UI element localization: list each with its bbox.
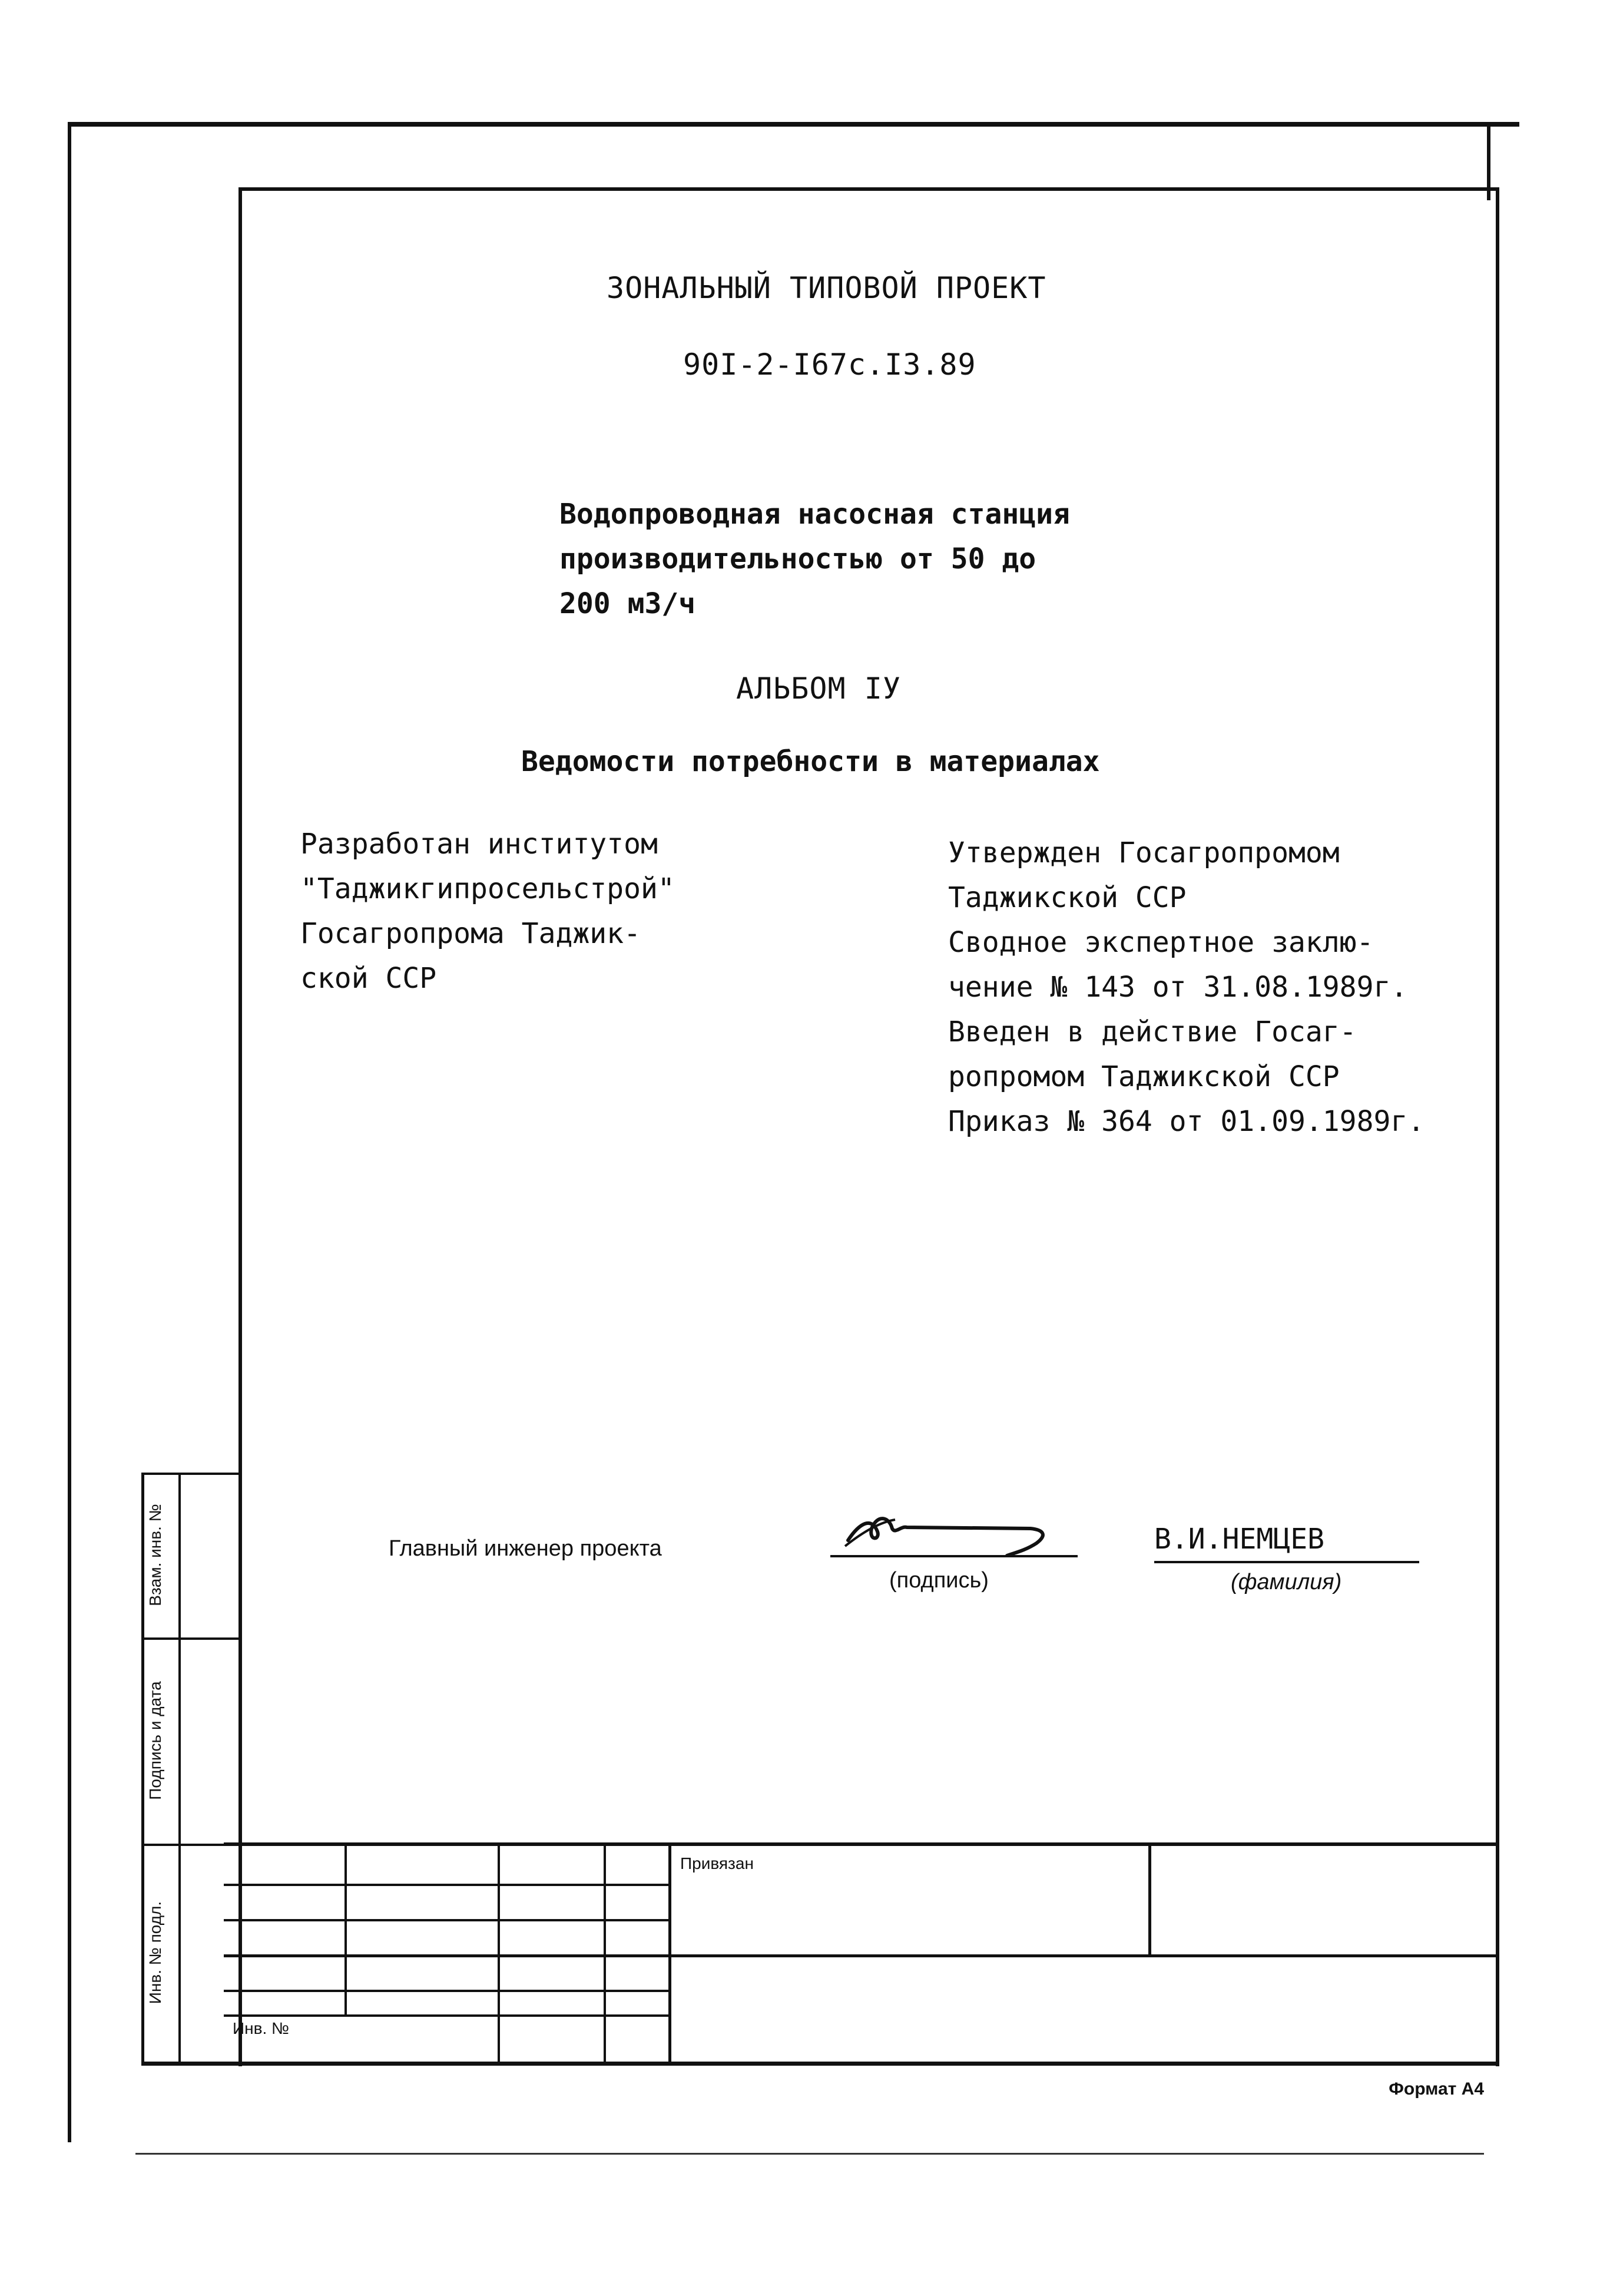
project-title-line-2: производительностью от 50 до	[559, 542, 1036, 575]
stamp-col-4	[668, 1844, 671, 2065]
stamp-col-5	[1148, 1844, 1151, 1956]
approval-line-6: ропромом Таджикской ССР	[948, 1060, 1340, 1093]
outer-left-border	[68, 122, 71, 2142]
name-caption: (фамилия)	[1231, 1570, 1342, 1594]
strip-left	[141, 1473, 144, 2065]
engineer-name: В.И.НЕМЦЕВ	[1154, 1523, 1324, 1556]
frame-left	[238, 187, 242, 2066]
side-label-podpis: Подпись и дата	[146, 1681, 164, 1800]
project-title-line-1: Водопроводная насосная станция	[559, 498, 1070, 531]
developer-block	[300, 822, 801, 1001]
format-label: Формат А4	[1389, 2079, 1484, 2099]
stamp-privyazan: Привязан	[680, 1854, 754, 1872]
signature-caption: (подпись)	[889, 1568, 989, 1593]
approval-line-2: Таджикской ССР	[948, 881, 1187, 914]
developer-line-4: ской ССР	[300, 962, 437, 995]
stamp-col-3	[604, 1844, 606, 2062]
strip-top	[141, 1473, 241, 1475]
header-line-2: 90I-2-I67c.I3.89	[683, 348, 976, 382]
approval-line-1: Утвержден Госагропромом	[948, 836, 1340, 869]
strip-sep-1	[141, 1637, 241, 1640]
project-title	[559, 492, 1266, 626]
approval-line-4: чение № 143 от 31.08.1989г.	[948, 971, 1408, 1004]
frame-bottom	[141, 2062, 1499, 2066]
project-title-line-3: 200 м3/ч	[559, 587, 696, 620]
approval-line-3: Сводное экспертное заклю-	[948, 926, 1374, 959]
header-line-1: ЗОНАЛЬНЫЙ ТИПОВОЙ ПРОЕКТ	[607, 271, 1046, 305]
side-label-vzam: Взам. инв. №	[146, 1504, 164, 1606]
stamp-row-3	[224, 1954, 1499, 1957]
name-line	[1154, 1561, 1419, 1563]
frame-right	[1496, 187, 1499, 2066]
bottom-rule	[135, 2153, 1484, 2155]
album-subtitle: Ведомости потребности в материалах	[521, 745, 1100, 778]
outer-top-border	[68, 122, 1519, 127]
stamp-top	[224, 1842, 1499, 1846]
album-label: АЛЬБОМ IУ	[736, 671, 901, 706]
approval-line-7: Приказ № 364 от 01.09.1989г.	[948, 1105, 1425, 1138]
signature-line	[830, 1555, 1078, 1557]
developer-line-3: Госагропрома Таджик-	[300, 917, 641, 950]
side-label-inv-podl: Инв. № подл.	[146, 1901, 164, 2004]
handwritten-signature	[836, 1499, 1084, 1564]
frame-top	[241, 187, 1499, 191]
approval-block	[948, 831, 1490, 1144]
chief-engineer-label: Главный инженер проекта	[389, 1536, 662, 1561]
developer-line-2: "Таджикгипросельстрой"	[300, 872, 675, 905]
stamp-col-2	[498, 1844, 500, 2062]
stamp-inv-no: Инв. №	[233, 2019, 290, 2037]
approval-line-5: Введен в действие Госаг-	[948, 1015, 1357, 1048]
strip-divider	[178, 1473, 181, 2065]
developer-line-1: Разработан институтом	[300, 828, 658, 861]
stamp-col-1	[344, 1844, 347, 2014]
